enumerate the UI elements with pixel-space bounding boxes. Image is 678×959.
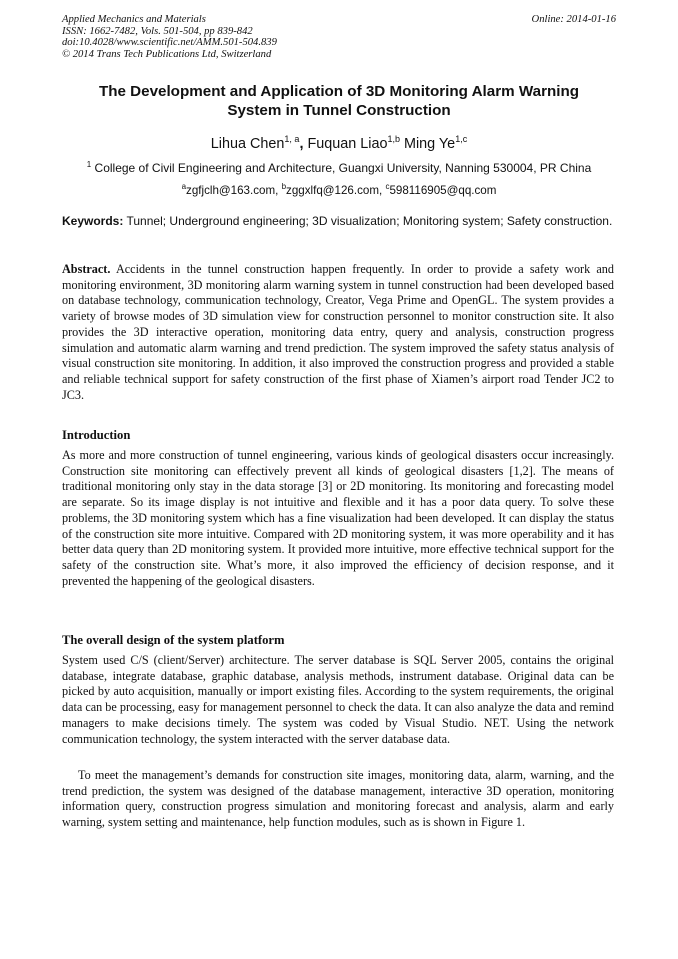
email-mark: b [281,182,287,191]
email-mark: a [181,182,187,191]
keywords-text: Tunnel; Underground engineering; 3D visualization; Monitoring system; Safety construction. [126,214,613,228]
keywords-label: Keywords: [62,214,124,228]
journal-header [62,14,616,60]
author-affiliation-mark: 1, a [284,134,300,144]
overall-design-paragraph-1: System used C/S (client/Server) architecture. The server database is SQL Server 2005, contains the original database, integrate database, graphic database, analysis methods, instrument database. Original data can be picked by auto acquisition, manually or import existing files. According to the system requirements, the original data can be processing, easy for management personnel to check the data. It can also analyze the data and remind managers to make decisions timely. The system was coded by Visual Studio. NET. Using the network communication technology, the system interacted with the server database data. [62,653,614,746]
section-heading-introduction: Introduction [62,428,131,442]
copyright-line: © 2014 Trans Tech Publications Ltd, Switzerland [62,48,272,60]
title-line-2: System in Tunnel Construction [227,102,451,119]
author-affiliation-mark: 1,b [387,134,400,144]
affiliation-mark: 1 [86,160,92,169]
paper-title [62,82,616,120]
email: 598116905@qq.com [389,184,497,197]
author-list [62,130,616,153]
author-affiliation-mark: 1,c [455,134,468,144]
abstract [62,262,614,403]
email-mark: c [385,182,390,191]
overall-design-paragraph-2: To meet the management’s demands for construction site images, monitoring data, alarm, warning, and the trend prediction, the system was designed of the database management, interactive 3D operation, monitoring information query, construction progress simulation and monitoring forecast and analysis, alarm and early warning, system setting and maintenance, help function modules, such as is shown in Figure 1. [62,768,614,830]
author-emails [62,179,616,199]
email: zgfjclh@163.com, [186,184,282,197]
issn-line: ISSN: 1662-7482, Vols. 501-504, pp 839-842 [62,25,253,37]
author-name: Fuquan Liao [307,136,388,152]
author-name: Lihua Chen [210,136,285,152]
introduction-paragraph: As more and more construction of tunnel engineering, various kinds of geological disasters occur increasingly. Construction site monitoring can effectively prevent all kinds of geological disasters [1,2]. The means of traditional monitoring only stay in the data storage [3] or 2D monitoring. Its monitoring and forecasting model are separate. So its image display is not intuitive and flexible and it has a poor data query. To solve these problems, the 3D monitoring system which has a fine visualization had been developed. It can display the status of the construction site more intuitive. Compared with 2D monitoring system, it was more operability and it has better data query than 2D monitoring system. It provided more intuitive, more effective technical support for the safety of the construction site. What’s more, it also improved the efficiency of decision response, and it prevented the happening of the geological disasters. [62,448,614,588]
author-separator: , [299,136,304,152]
abstract-label: Abstract. [62,262,111,276]
doi-line: doi:10.4028/www.scientific.net/AMM.501-504.839 [62,37,277,49]
affiliation [62,157,616,176]
email: zggxlfq@126.com, [286,184,386,197]
journal-name: Applied Mechanics and Materials [62,14,206,25]
online-date: Online: 2014-01-16 [531,14,616,25]
keywords [62,213,616,229]
author-name: Ming Ye [403,136,456,152]
section-heading-overall-design: The overall design of the system platform [62,633,285,647]
affiliation-text: College of Civil Engineering and Architecture, Guangxi University, Nanning 530004, PR China [94,161,592,175]
title-line-1: The Development and Application of 3D Monitoring Alarm Warning [98,83,580,100]
abstract-text: Accidents in the tunnel construction happen frequently. In order to provide a safety work and monitoring environment, 3D monitoring alarm warning system in tunnel construction had been developed based on database technology, communication technology, Creator, Vega Prime and OpenGL. The system provides a variety of browse modes of 3D simulation view for construction personnel to monitor construction site. It also provides the 3D interactive operation, monitoring data entry, query and analysis, construction progress simulation and automatic alarm warning and trend prediction. The system improved the safety status analysis of visual construction site monitoring. In addition, it also improved the construction progress and provided a stable and reliable technical support for safety construction of the first phase of Xiamen’s airport road Tender JC2 to JC3. [62,262,614,402]
